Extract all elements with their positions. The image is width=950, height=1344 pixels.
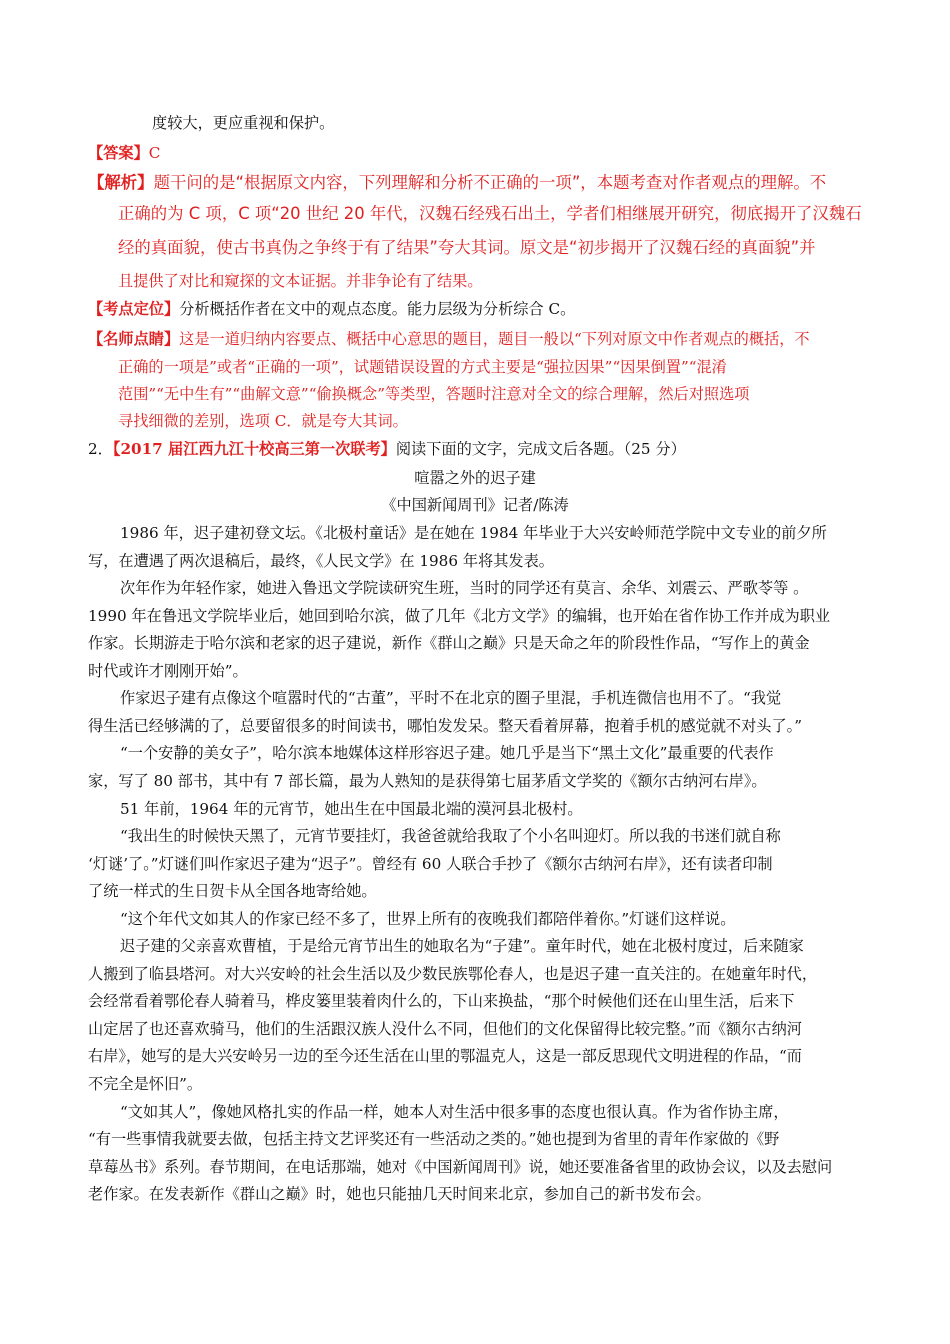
article-line: 会经常看着鄂伦春人骑着马，桦皮篓里装着肉什么的，下山来换盐，“那个时候他们还在山里生活，后来下 xyxy=(88,992,795,1010)
article-line: “一个安静的美女子”，哈尔滨本地媒体这样形容迟子建。她几乎是当下“黑土文化”最重要的代表作 xyxy=(120,744,774,762)
analysis-tag: 【解析】 xyxy=(88,173,154,192)
article-line: 了统一样式的生日贺卡从全国各地寄给她。 xyxy=(88,882,377,900)
article-line: “有一些事情我就要去做，包括主持文艺评奖还有一些活动之类的。”她也提到为省里的青年作家做的《野 xyxy=(88,1130,780,1148)
article-byline: 《中国新闻周刊》记者/陈涛 xyxy=(381,496,569,514)
article-line: 51 年前，1964 年的元宵节，她出生在中国最北端的漠河县北极村。 xyxy=(120,800,583,818)
article-line: 老作家。在发表新作《群山之巅》时，她也只能抽几天时间来北京，参加自己的新书发布会。 xyxy=(88,1185,711,1203)
article-line: 1986 年，迟子建初登文坛。《北极村童话》是在她在 1984 年毕业于大兴安岭师范学院中文专业的前夕所 xyxy=(120,524,827,542)
kaodian-tag: 【考点定位】 xyxy=(88,300,180,318)
article-line: 写，在遭遇了两次退稿后，最终，《人民文学》在 1986 年将其发表。 xyxy=(88,552,554,570)
answer-value: C xyxy=(148,144,161,162)
article-line: 右岸》，她写的是大兴安岭另一边的至今还生活在山里的鄂温克人，这是一部反思现代文明进程的作品，“而 xyxy=(88,1047,802,1065)
mingshi-line-1 xyxy=(88,329,810,349)
article-line: 家，写了 80 部书，其中有 7 部长篇，最为人熟知的是获得第七届茅盾文学奖的《额尔古纳河右岸》。 xyxy=(88,772,767,790)
analysis-line-4: 且提供了对比和窥探的文本证据。并非争论有了结果。 xyxy=(118,272,483,290)
article-line: “我出生的时候快天黑了，元宵节要挂灯，我爸爸就给我取了个小名叫迎灯。所以我的书迷们就自称 xyxy=(120,827,781,845)
mingshi-line-3: 范围”“无中生有”“曲解文意”“偷换概念”等类型，答题时注意对全文的综合理解，然后对照选项 xyxy=(118,385,750,403)
article-line: 时代或许才刚刚开始”。 xyxy=(88,662,248,680)
answer-line xyxy=(88,143,160,163)
question-source: 【2017 届江西九江十校高三第一次联考】 xyxy=(112,440,396,458)
article-line: 作家迟子建有点像这个喧嚣时代的“古董”，平时不在北京的圈子里混，手机连微信也用不了。“我觉 xyxy=(120,689,782,707)
article-line: 作家。长期游走于哈尔滨和老家的迟子建说，新作《群山之巅》只是天命之年的阶段性作品，“写作上的黄金 xyxy=(88,634,810,652)
analysis-line-2: 正确的为 C 项，C 项“20 世纪 20 年代，汉魏石经残石出土，学者们相继展开研究，彻底揭开了汉魏石 xyxy=(118,204,862,223)
article-line: 不完全是怀旧”。 xyxy=(88,1075,203,1093)
mingshi-line-2: 正确的一项是”或者“正确的一项”，试题错误设置的方式主要是“强拉因果”“因果倒置”“混淆 xyxy=(118,358,727,376)
article-line: 得生活已经够满的了，总要留很多的时间读书，哪怕发发呆。整天看着屏幕，抱着手机的感觉就不对头了。” xyxy=(88,717,802,735)
mingshi-line-4: 寻找细微的差别，选项 C．就是夸大其词。 xyxy=(118,412,408,430)
article-line: “文如其人”，像她风格扎实的作品一样，她本人对生活中很多事的态度也很认真。作为省作协主席， xyxy=(120,1103,789,1121)
answer-tag: 【答案】 xyxy=(88,144,149,162)
article-line: ‘灯谜’了。”灯谜们叫作家迟子建为“迟子”。曾经有 60 人联合手抄了《额尔古纳河右岸》，还有读者印制 xyxy=(88,855,773,873)
article-title: 喧嚣之外的迟子建 xyxy=(414,469,536,487)
article-line: 人搬到了临县塔河。对大兴安岭的社会生活以及少数民族鄂伦春人，也是迟子建一直关注的。在她童年时代， xyxy=(88,965,817,983)
article-line: 次年作为年轻作家，她进入鲁迅文学院读研究生班，当时的同学还有莫言、余华、刘震云、严歌苓等 。 xyxy=(120,579,809,597)
article-line: 1990 年在鲁迅文学院毕业后，她回到哈尔滨，做了几年《北方文学》的编辑，也开始在省作协工作并成为职业 xyxy=(88,607,831,625)
analysis-line-1 xyxy=(88,172,826,194)
question-number: 2． xyxy=(88,440,113,458)
kaodian-line xyxy=(88,299,575,319)
kaodian-text: 分析概括作者在文中的观点态度。能力层级为分析综合 C。 xyxy=(179,300,576,318)
article-line: 迟子建的父亲喜欢曹植，于是给元宵节出生的她取名为“子建”。童年时代，她在北极村度过，后来随家 xyxy=(120,937,804,955)
analysis-line-3: 经的真面貌，使古书真伪之争终于有了结果”夸大其词。原文是“初步揭开了汉魏石经的真面貌”并 xyxy=(118,238,816,257)
question-prompt: 阅读下面的文字，完成文后各题。（25 分） xyxy=(395,440,686,458)
previous-option-tail: 度较大，更应重视和保护。 xyxy=(152,114,335,132)
mingshi-text: 这是一道归纳内容要点、概括中心意思的题目，题目一般以“下列对原文中作者观点的概括，不 xyxy=(179,330,810,348)
article-line: 草莓丛书》系列。春节期间，在电话那端，她对《中国新闻周刊》说，她还要准备省里的政协会议，以及去慰问 xyxy=(88,1158,833,1176)
article-line: 山定居了也还喜欢骑马，他们的生活跟汉族人没什么不同，但他们的文化保留得比较完整。”而《额尔古纳河 xyxy=(88,1020,802,1038)
question-2-line xyxy=(88,439,686,459)
analysis-text: 题干问的是“根据原文内容，下列理解和分析不正确的一项”，本题考查对作者观点的理解。不 xyxy=(153,173,827,192)
article-line: “这个年代文如其人的作家已经不多了，世界上所有的夜晚我们都陪伴着你。”灯谜们这样说。 xyxy=(120,910,736,928)
mingshi-tag: 【名师点睛】 xyxy=(88,330,180,348)
